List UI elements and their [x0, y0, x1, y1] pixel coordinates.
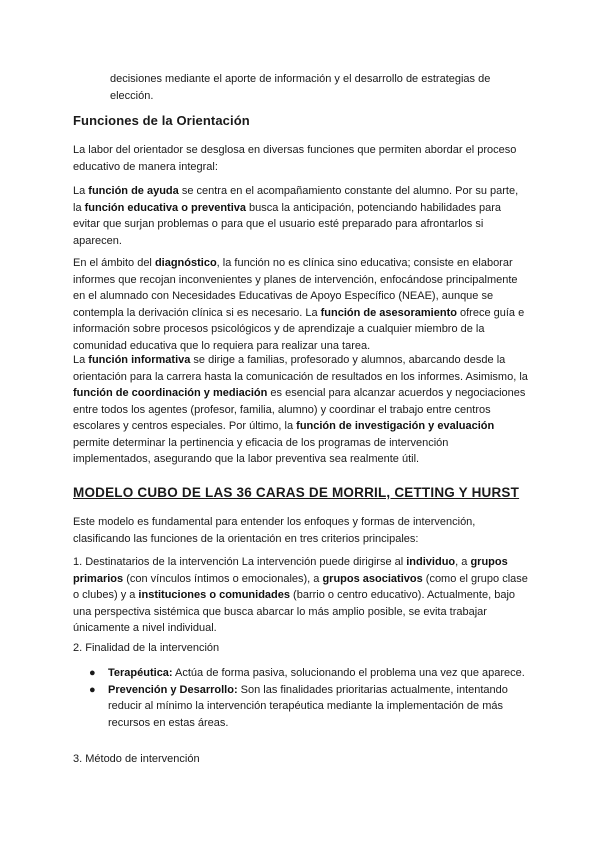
paragraph-diagnostico: En el ámbito del diagnóstico, la función no es clínica sino educativa; consiste en elaborar informes que recojan inconvenientes y planes de intervención, enfocándose principalmente en el alumnado con Necesidades Educativas de Apoyo Específico (NEAE), aunque se contempla la derivación clínica si es necesario. La función de asesoramiento ofrece guía e información sobre procesos psicológicos y de aprendizaje a cualquier miembro de la comunidad educativa que lo requiera para realizar una tarea. — [73, 257, 525, 352]
paragraph-funcion-ayuda: La función de ayuda se centra en el acompañamiento constante del alumno. Por su parte, la función educativa o preventiva busca la anticipación, potenciando habilidades para evitar que surjan problemas o para que el usuario esté preparado para afrontarlos si aparecen. — [73, 185, 519, 247]
bullet-icon: ● — [89, 683, 96, 696]
section-heading-modelo-cubo: MODELO CUBO DE LAS 36 CARAS DE MORRIL, CETTING Y HURST — [73, 485, 520, 500]
finalidad-bullet-list — [73, 665, 533, 731]
paragraph-funciones-intro: La labor del orientador se desglosa en diversas funciones que permiten abordar el proceso educativo de manera integral: — [73, 144, 517, 173]
list-item: ● Prevención y Desarrollo: Son las finalidades prioritarias actualmente, intentando reducir al mínimo la intervención terapéutica mediante la implementación de más recursos en estas áreas. — [89, 683, 508, 729]
paragraph-informativa: La función informativa se dirige a familias, profesorado y alumnos, abarcando desde la orientación para la carrera hasta la comunicación de resultados en los informes. Asimismo, la función de coordinación y mediación es esencial para alcanzar acuerdos y negociaciones entre todos los agentes (profesor, familia, alumno) y coordinar el trabajo entre centros escolares y centros especiales. Por último, la función de investigación y evaluación permite determinar la pertinencia y eficacia de los programas de intervención implementados, asegurando que la labor preventiva sea realmente útil. — [73, 354, 528, 465]
paragraph-finalidad: 2. Finalidad de la intervención — [73, 642, 220, 654]
list-item: ● Terapéutica: Actúa de forma pasiva, solucionando el problema una vez que aparece. — [73, 665, 533, 682]
paragraph-modelo-intro: Este modelo es fundamental para entender los enfoques y formas de intervención, clasificando las funciones de la orientación en tres criterios principales: — [73, 516, 476, 545]
section-heading-funciones: Funciones de la Orientación — [73, 113, 250, 128]
intro-continuation: decisiones mediante el aporte de información y el desarrollo de estrategias de elección. — [110, 73, 491, 102]
bullet-icon: ● — [89, 667, 96, 679]
paragraph-destinatarios: 1. Destinatarios de la intervención La intervención puede dirigirse al individuo, a grupos primarios (con vínculos íntimos o emocionales), a grupos asociativos (como el grupo clase o clubes) y a instituciones o comunidades (barrio o centro educativo). Actualmente, bajo una perspectiva sistémica que busca abarcar lo más amplio posible, se evita trabajar únicamente a nivel individual. — [73, 556, 528, 634]
paragraph-metodo: 3. Método de intervención — [73, 753, 200, 765]
